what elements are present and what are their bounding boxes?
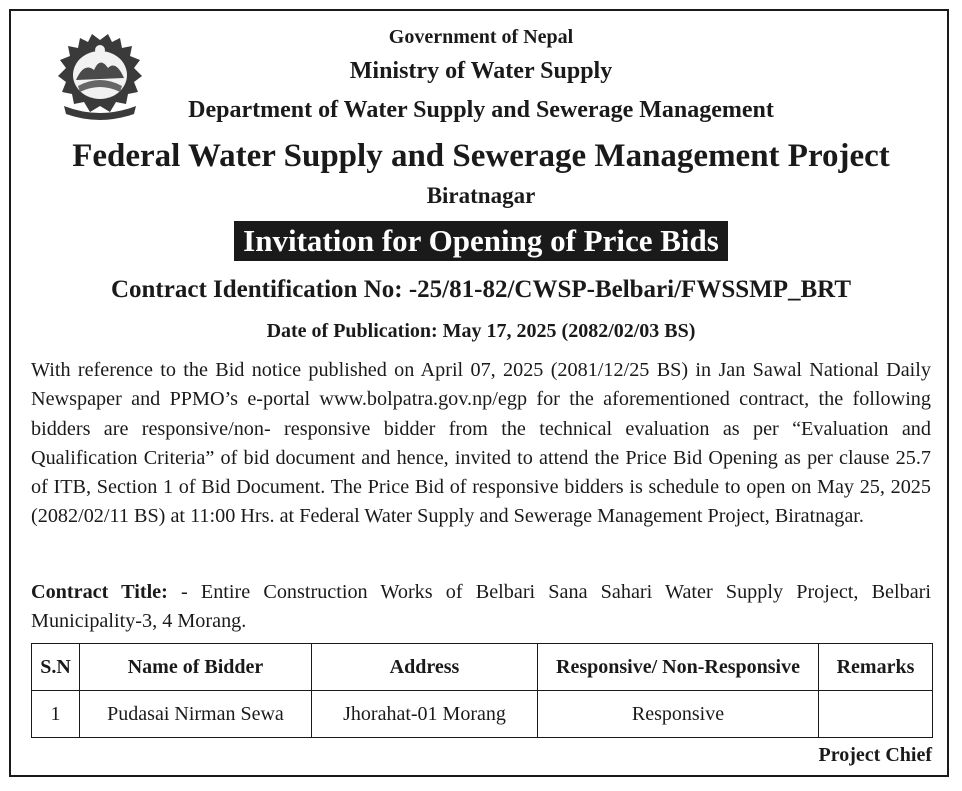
cell-responsive-status: Responsive [538,691,819,738]
header-remarks: Remarks [819,644,933,691]
cell-bidder-name: Pudasai Nirman Sewa [80,691,312,738]
notice-title-wrapper [0,221,962,261]
header-address: Address [312,644,538,691]
contract-title-text: - Entire Construction Works of Belbari Sana Sahari Water Supply Project, Belbari Municipality-3, 4 Morang. [31,581,932,633]
publication-date: Date of Publication: May 17, 2025 (2082/02/03 BS) [266,320,696,342]
table-header-row [32,644,933,691]
contract-identification: Contract Identification No: -25/81-82/CWSP-Belbari/FWSSMP_BRT [110,276,852,303]
header-sn: S.N [32,644,80,691]
header-responsive-status: Responsive/ Non-Responsive [538,644,819,691]
cell-remarks [819,691,933,738]
signature-project-chief: Project Chief [818,744,932,766]
department-heading: Department of Water Supply and Sewerage Management [188,97,774,123]
notice-title: Invitation for Opening of Price Bids [234,221,728,261]
city-heading: Biratnagar [426,183,536,208]
cell-sn: 1 [32,691,80,738]
notice-body-paragraph: With reference to the Bid notice published on April 07, 2025 (2081/12/25 BS) in Jan Sawal National Daily Newspaper and PPMO’s e-portal www.bolpatra.gov.np/egp for the aforementioned contract, the following bidders are responsive/non- responsive bidder from the technical evaluation as per “Evaluation and Qualification Criteria” of bid document and hence, invited to attend the Price Bid Opening as per clause 25.7 of ITB, Section 1 of Bid Document. The Price Bid of responsive bidders is schedule to open on May 25, 2025 (2082/02/11 BS) at 11:00 Hrs. at Federal Water Supply and Sewerage Management Project, Biratnagar. [31,359,931,528]
bidders-table [31,643,933,738]
project-heading: Federal Water Supply and Sewerage Management Project [72,138,890,174]
government-heading: Government of Nepal [388,26,574,48]
table-row [32,691,933,738]
cell-address: Jhorahat-01 Morang [312,691,538,738]
header-name-of-bidder: Name of Bidder [80,644,312,691]
contract-title-label: Contract Title: [31,581,168,603]
ministry-heading: Ministry of Water Supply [349,58,613,84]
contract-title-paragraph [31,578,931,637]
